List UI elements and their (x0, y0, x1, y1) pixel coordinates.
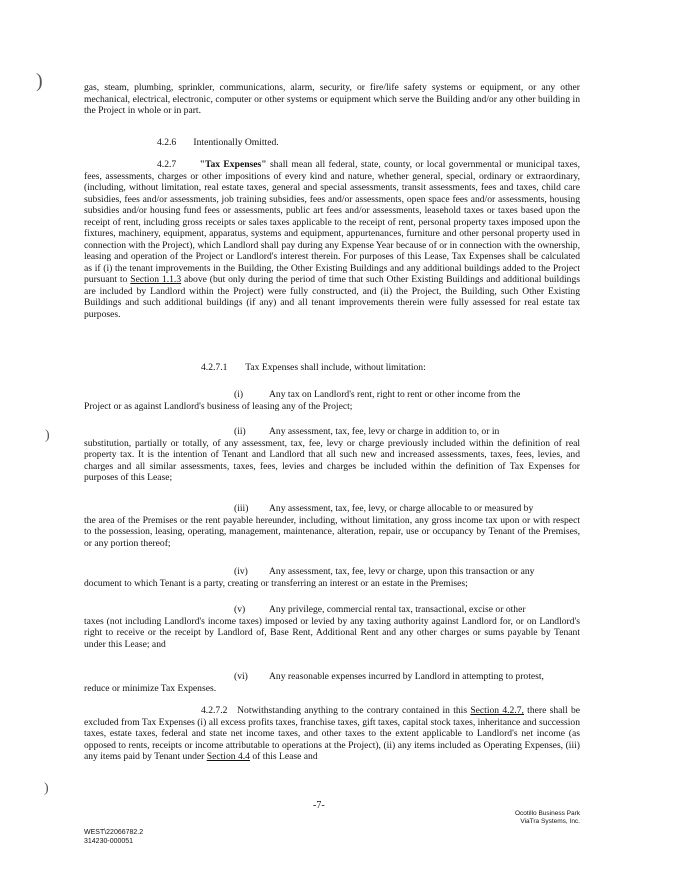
section-reference: Section 4.2.7, (470, 705, 524, 716)
section-4-2-6 (157, 137, 279, 149)
footer-tenant-name: ViaTra Systems, Inc. (520, 818, 580, 825)
list-item (84, 671, 580, 694)
footer-project-name: Ocotillo Business Park (514, 810, 580, 817)
item-number: (v) (234, 604, 246, 615)
section-number: 4.2.7.1 (201, 362, 228, 373)
section-text: shall mean all federal, state, county, or local governmental or municipal taxes, fees, assessments, charges or other impositions of every kind and nature, whether general, special, ordinary or extraordinary, (including, without limitation, real estate taxes, general and special assessments, transit assessments, fees and taxes, child care subsidies, fees and/or assessments, job training subsidies, fees and/or assessments, open space fees and/or assessments, housing subsidies and/or housing fund fees or assessments, public art fees and/or assessments, leasehold taxes or taxes based upon the receipt of rent, including gross receipts or sales taxes applicable to the receipt of rent, personal property taxes imposed upon the fixtures, machinery, equipment, apparatus, systems and equipment, appurtenances, furniture and other personal property used in connection with the Project), which Landlord shall pay during any Expense Year because of or in connection with the ownership, leasing and operation of the Project or Landlord's interest therein. For purposes of this Lease, Tax Expenses shall be calculated as if (i) the tenant improvements in the Building, the Other Existing Buildings and any additional buildings added to the Project pursuant to (84, 159, 580, 285)
margin-mark: ) (36, 70, 43, 92)
item-text: the area of the Premises or the rent payable hereunder, including, without limitation, any gross income tax upon or with respect to the possession, leasing, operating, management, maintenance, alteration, repair, use or occupancy by Tenant of the Premises, or any portion thereof; (84, 514, 580, 549)
section-text: Tax Expenses shall include, without limitation: (245, 362, 426, 373)
section-reference: Section 1.1.3 (130, 274, 182, 285)
item-text: substitution, partially or totally, of any assessment, tax, fee, levy or charge previously included within the definition of real property tax. It is the intention of Tenant and Landlord that all such new and increased assessments, taxes, fees, levies, and charges and all similar assessments, taxes, fees, levies and charges be included within the definition of Tax Expenses for purposes of this Lease; (84, 437, 580, 483)
margin-mark: ) (45, 428, 50, 443)
item-text: taxes (not including Landlord's income taxes) imposed or levied by any taxing authority against Landlord for, or on Landlord's right to receive or the receipt by Landlord of, Base Rent, Additional Rent and any other charges or sums payable by Tenant under this Lease; and (84, 615, 580, 650)
section-number: 4.2.6 (157, 137, 177, 148)
list-item (84, 426, 580, 484)
item-text: document to which Tenant is a party, creating or transferring an interest or an estate in the Premises; (84, 577, 468, 589)
list-item (84, 604, 580, 650)
item-number: (iv) (234, 566, 248, 577)
item-number: (vi) (234, 671, 248, 682)
section-text-continued: there shall be excluded from Tax Expenses (i) all excess profits taxes, franchise taxes, gift taxes, capital stock taxes, inheritance and succession taxes, estate taxes, federal and state net income taxes, and other taxes to the extent applicable to Landlord's net income (as opposed to rents, receipts or income attributable to operations at the Project), (ii) any items included as Operating Expenses, (iii) any items paid by Tenant under (84, 705, 581, 762)
margin-mark: ) (44, 781, 49, 796)
item-first-line: Any assessment, tax, fee, levy or charge in addition to, or in (269, 426, 500, 437)
paragraph-continued: gas, steam, plumbing, sprinkler, communications, alarm, security, or fire/life safety systems or equipment, or any other mechanical, electrical, electronic, computer or other systems or equipment which serve the Building and/or any other building in the Project in whole or in part. (84, 82, 580, 116)
section-4-2-7-2 (84, 705, 580, 763)
footer-project (480, 810, 580, 826)
item-first-line: Any tax on Landlord's rent, right to rent or other income from the (269, 389, 521, 400)
section-4-2-7 (84, 159, 580, 320)
page-number: -7- (313, 800, 325, 811)
item-number: (ii) (234, 426, 246, 437)
section-reference: Section 4.4 (206, 751, 250, 762)
list-item (84, 503, 580, 549)
item-text: Project or as against Landlord's business of leasing any of the Project; (84, 400, 353, 412)
section-text: Intentionally Omitted. (193, 137, 279, 148)
section-number: 4.2.7.2 (201, 705, 228, 716)
section-4-2-7-1 (201, 362, 426, 374)
section-text-end: of this Lease and (249, 751, 318, 762)
footer-matter-number: 314230-000051 (84, 838, 134, 845)
footer-doc-id (84, 828, 143, 846)
item-first-line: Any privilege, commercial rental tax, transactional, excise or other (269, 604, 526, 615)
item-text: reduce or minimize Tax Expenses. (84, 682, 217, 694)
item-first-line: Any assessment, tax, fee, levy or charge, upon this transaction or any (269, 566, 535, 577)
item-first-line: Any assessment, tax, fee, levy, or charge allocable to or measured by (269, 503, 534, 514)
list-item (84, 389, 580, 412)
item-number: (i) (234, 389, 244, 400)
section-text-continued: above (but only during the period of time that such Other Existing Buildings and additional buildings are included by Landlord within the Project) were fully constructed, and (ii) the Project, the Building, such Other Existing Buildings and such additional buildings (if any) and all tenant improvements therein were fully assessed for real estate tax purposes. (84, 274, 580, 320)
footer-doc-number: WEST\22066782.2 (84, 829, 144, 836)
section-number: 4.2.7 (157, 159, 177, 170)
item-first-line: Any reasonable expenses incurred by Landlord in attempting to protest, (269, 671, 544, 682)
defined-term: "Tax Expenses" (199, 159, 267, 170)
item-number: (iii) (234, 503, 249, 514)
section-text: Notwithstanding anything to the contrary contained in this (237, 705, 471, 716)
list-item (84, 566, 580, 589)
